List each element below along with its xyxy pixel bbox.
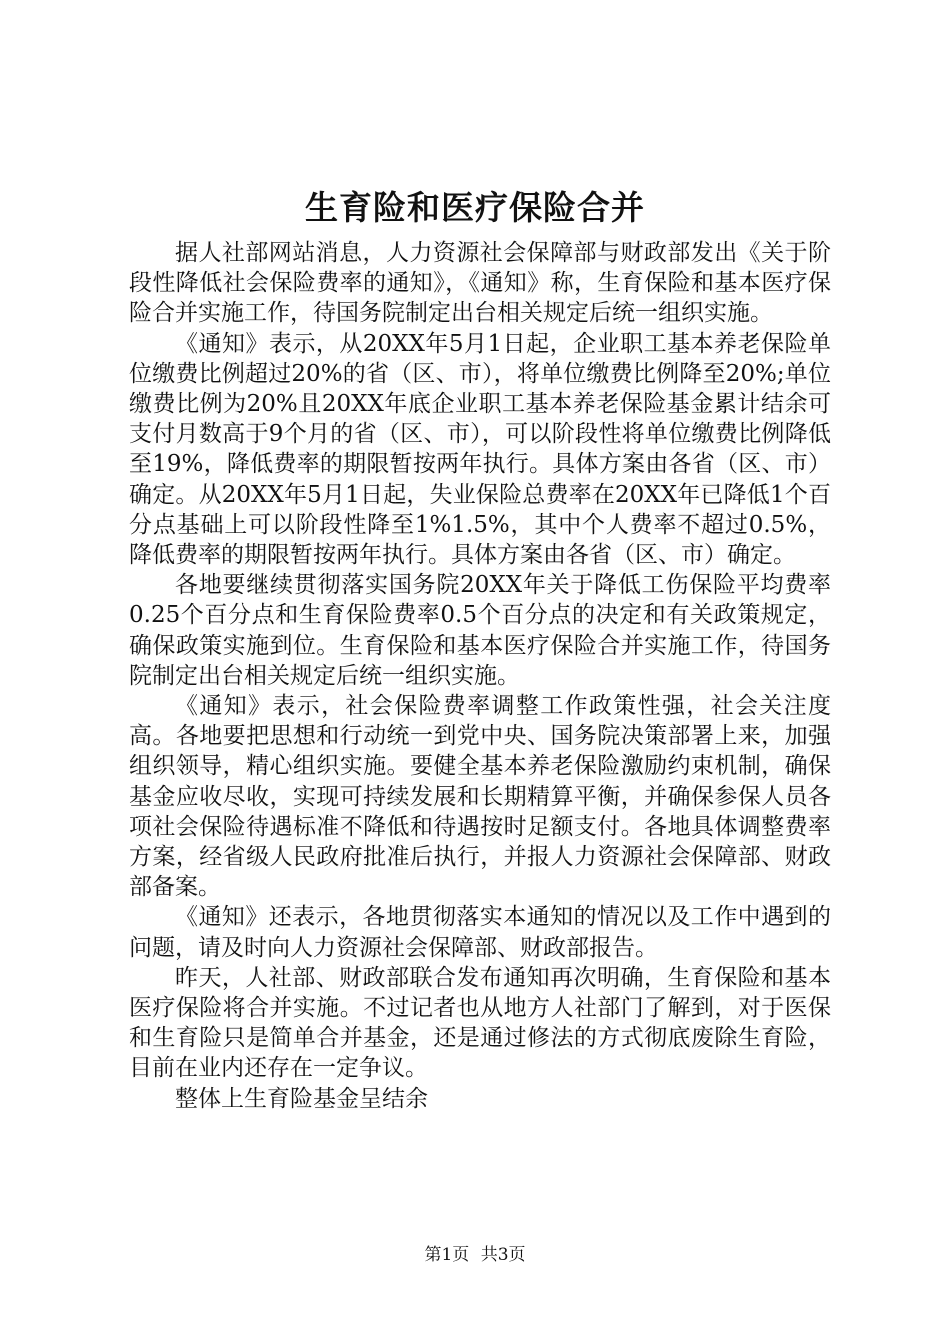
page-footer: [0, 1243, 950, 1267]
paragraph-6: 昨天，人社部、财政部联合发布通知再次明确，生育保险和基本医疗保险将合并实施。不过记者也从地方人社部门了解到，对于医保和生育险只是简单合并基金，还是通过修法的方式彻底废除生育险，目前在业内还存在一定争议。: [129, 964, 831, 1082]
paragraph-2: 《通知》表示，从20XX年5月1日起，企业职工基本养老保险单位缴费比例超过20%的省（区、市），将单位缴费比例降至20%;单位缴费比例为20%且20XX年底企业职工基本养老保险基金累计结余可支付月数高于9个月的省（区、市），可以阶段性将单位缴费比例降低至19%，降低费率的期限暂按两年执行。具体方案由各省（区、市）确定。从20XX年5月1日起，失业保险总费率在20XX年已降低1个百分点基础上可以阶段性降至1%1.5%，其中个人费率不超过0.5%，降低费率的期限暂按两年执行。具体方案由各省（区、市）确定。: [129, 330, 831, 569]
paragraph-4: 《通知》表示，社会保险费率调整工作政策性强，社会关注度高。各地要把思想和行动统一到党中央、国务院决策部署上来，加强组织领导，精心组织实施。要健全基本养老保险激励约束机制，确保基金应收尽收，实现可持续发展和长期精算平衡，并确保参保人员各项社会保险待遇标准不降低和待遇按时足额支付。各地具体调整费率方案，经省级人民政府批准后执行，并报人力资源社会保障部、财政部备案。: [129, 693, 831, 901]
paragraph-5: 《通知》还表示，各地贯彻落实本通知的情况以及工作中遇到的问题，请及时向人力资源社会保障部、财政部报告。: [129, 904, 831, 961]
document-body: [129, 238, 831, 1114]
document-title: 生育险和医疗保险合并: [305, 188, 645, 227]
page-number: 第1页: [424, 1245, 470, 1265]
paragraph-1: 据人社部网站消息，人力资源社会保障部与财政部发出《关于阶段性降低社会保险费率的通知》，《通知》称，生育保险和基本医疗保险合并实施工作，待国务院制定出台相关规定后统一组织实施。: [129, 240, 831, 327]
page-total: 共3页: [480, 1245, 526, 1265]
paragraph-7: 整体上生育险基金呈结余: [175, 1085, 428, 1112]
paragraph-3: 各地要继续贯彻落实国务院20XX年关于降低工伤保险平均费率0.25个百分点和生育保险费率0.5个百分点的决定和有关政策规定，确保政策实施到位。生育保险和基本医疗保险合并实施工作，待国务院制定出台相关规定后统一组织实施。: [129, 572, 831, 689]
